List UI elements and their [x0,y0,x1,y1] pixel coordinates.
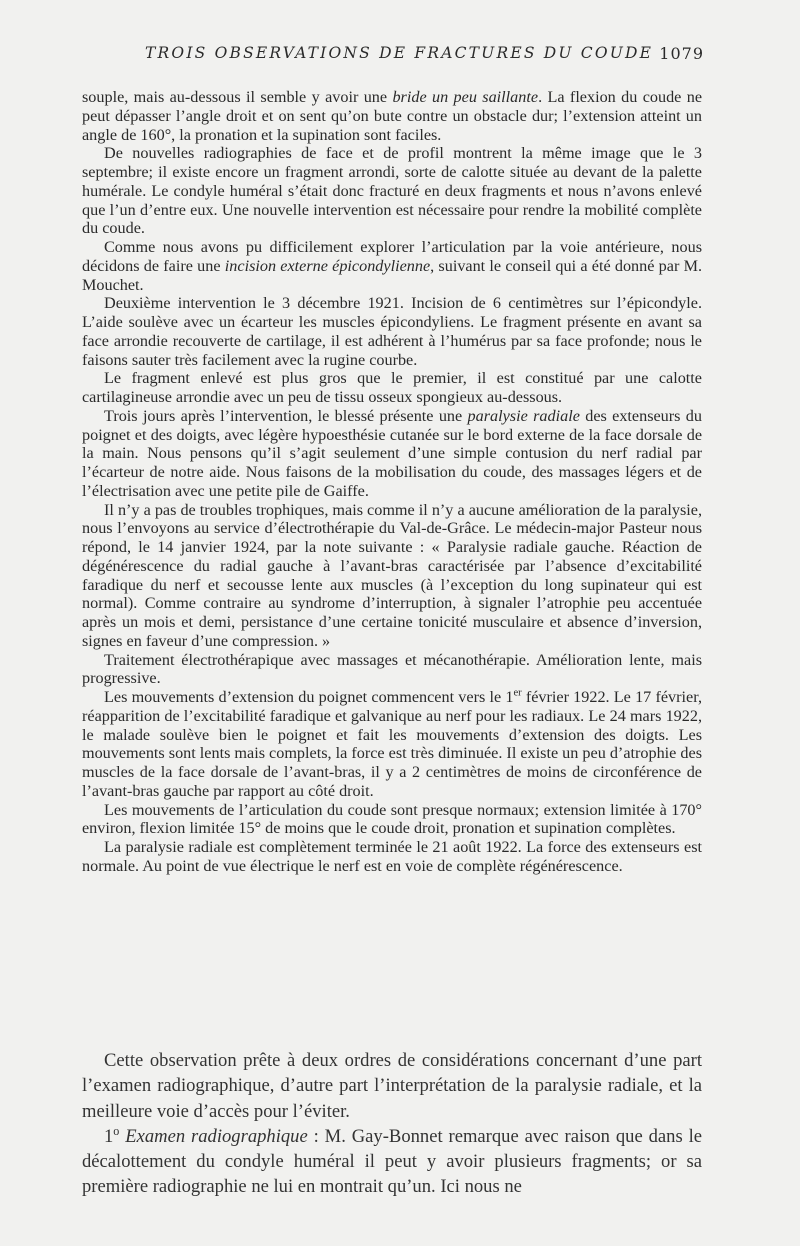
paragraph: Les mouvements de l’articulation du coude sont presque normaux; extension limitée à 170° environ, flexion limitée 15° de moins que le coude droit, pronation et supination complètes. [82,800,702,838]
section-number: 1 [104,1125,114,1147]
paragraph [82,1124,702,1200]
superscript: o [113,1123,120,1138]
paragraph [82,88,702,144]
paragraph [82,238,702,294]
section-heading: Examen radiographique [119,1125,308,1147]
paragraph: De nouvelles radiographies de face et de profil montrent la même image que le 3 septembre; il existe encore un fragment arrondi, sorte de calotte située au devant de la palette humérale. Le condyle huméral s’était donc fracturé en deux fragments et nous n’avons enlevé que l’un d’entre eux. Une nouvelle intervention est nécessaire pour rendre la mobilité complète du coude. [82,144,702,238]
paragraph [82,688,702,801]
superscript: er [513,687,522,699]
italic-phrase: bride un peu saillante [392,88,539,106]
paragraph [82,407,702,501]
paragraph: Traitement électrothérapique avec massages et mécanothérapie. Amélioration lente, mais progressive. [82,650,702,688]
text-run: février 1922. Le 17 février, réapparition de l’excitabilité faradique et galvanique au nerf pour les radiaux. Le 24 mars 1922, le malade soulève bien le poignet et fait les mouvements d’extension des doigts. Les mouvements sont lents mais complets, la force est très diminuée. Il existe un peu d’atrophie des muscles de la face dorsale de l’avant-bras, il y a 2 centimètres de moins de circonférence de l’avant-bras gauche par rapport au côté droit. [82,688,702,800]
paragraph: Deuxième intervention le 3 décembre 1921. Incision de 6 centimètres sur l’épicondyle. L’aide soulève avec un écarteur les muscles épicondyliens. Le fragment présente en avant sa face arrondie recouverte de cartilage, il est adhérent à l’humérus par sa face profonde; nous le faisons sauter très facilement avec la rugine courbe. [82,294,702,369]
text-run: , suivant le conseil qui a été donné par M. Mouchet. [82,256,703,294]
italic-phrase: paralysie radiale [467,406,580,425]
paragraph: Le fragment enlevé est plus gros que le premier, il est constitué par une calotte cartilagineuse arrondie avec un peu de tissu osseux spongieux au-dessous. [82,369,702,406]
page-number: 1079 [659,44,704,63]
text-run: Comme nous avons pu difficilement explorer l’articulation par la voie antérieure, nous décidons de faire une [82,238,702,275]
text-run: . La flexion du coude ne peut dépasser l’angle droit et on sent qu’on bute contre un obstacle dur; l’extension atteint un angle de 160°, la pronation et la supination sont faciles. [82,88,703,144]
italic-phrase: incision externe épicondylienne [224,256,431,275]
commentary-text [82,1048,702,1200]
observation-text [82,88,702,876]
paragraph: Il n’y a pas de troubles trophiques, mais comme il n’y a aucune amélioration de la paralysie, nous l’envoyons au service d’électrothérapie du Val-de-Grâce. Le médecin-major Pasteur nous répond, le 14 janvier 1924, par la note suivante : « Paralysie radiale gauche. Réaction de dégénérescence du radial gauche à l’avant-bras caractérisée par l’absence d’excitabilité faradique du nerf et secousse lente aux muscles (à l’exception du long supinateur qui est normal). Comme contraire au syndrome d’interruption, à signaler l’atrophie peu accentuée après un mois et demi, persistance d’une certaine tonicité musculaire et absence d’inversion, signes en faveur d’une compression. » [82,500,702,650]
paragraph: Cette observation prête à deux ordres de considérations concernant d’une part l’examen radiographique, d’autre part l’interprétation de la paralysie radiale, et la meilleure voie d’accès pour l’éviter. [82,1050,702,1122]
text-run: souple, mais au-dessous il semble y avoir une [82,88,393,106]
text-run: des extenseurs du poignet et des doigts, avec légère hypoesthésie cutanée sur le bord externe de la face dorsale de la main. Nous pensons qu’il s’agit seulement d’une simple contusion du nerf radial par l’écarteur de notre aide. Nous faisons de la mobilisation du coude, des massages légers et de l’électrisation avec une petite pile de Gaiffe. [82,406,702,500]
running-header: TROIS OBSERVATIONS DE FRACTURES DU COUDE [145,44,654,62]
text-run: : M. Gay-Bonnet remarque avec raison que dans le décalottement du condyle huméral il peut y avoir plusieurs fragments; or sa première radiographie ne lui en montrait qu’un. Ici nous ne [82,1125,702,1198]
paragraph: La paralysie radiale est complètement terminée le 21 août 1922. La force des extenseurs est normale. Au point de vue électrique le nerf est en voie de complète régénérescence. [82,838,702,875]
text-run: Trois jours après l’intervention, le blessé présente une [104,406,468,425]
text-run: Les mouvements d’extension du poignet commencent vers le 1 [104,688,514,706]
